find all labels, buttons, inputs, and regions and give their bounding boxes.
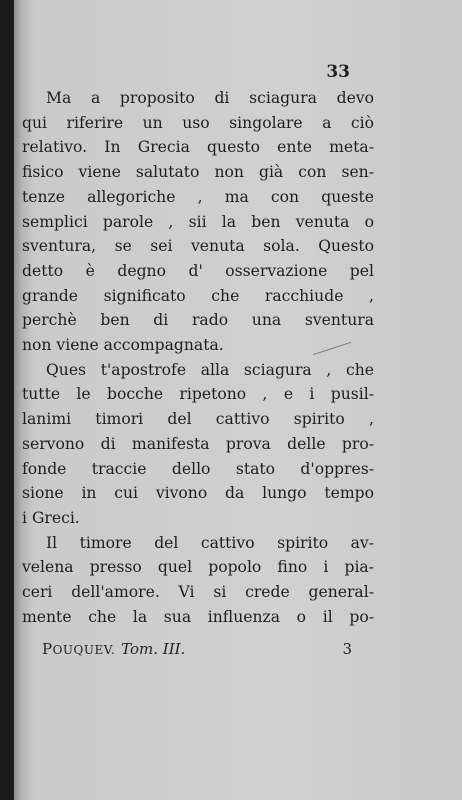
volume-label: Tom. III.	[121, 640, 186, 658]
signature-initial: P	[42, 640, 53, 658]
text-line: velena presso quel popolo fino i pia-	[22, 558, 374, 577]
paragraph-2	[22, 358, 374, 531]
text-line: qui riferire un uso singolare a ciò	[22, 113, 374, 132]
page-footer	[42, 640, 374, 658]
text-line: fonde traccie dello stato d'oppres-	[22, 459, 374, 478]
text-line: i Greci.	[22, 508, 80, 527]
text-line: relativo. In Grecia questo ente meta-	[22, 138, 374, 157]
paragraph-1	[22, 86, 374, 358]
paragraph-3	[22, 531, 374, 630]
text-line: tutte le bocche ripetono , e i pusil-	[22, 385, 374, 404]
text-line: semplici parole , sii la ben venuta o	[22, 212, 374, 231]
text-line: mente che la sua influenza o il po-	[22, 607, 374, 626]
text-line: perchè ben di rado una sventura	[22, 311, 374, 330]
text-line: lanimi timori del cattivo spirito ,	[22, 410, 374, 429]
book-page	[14, 0, 462, 800]
author-signature	[42, 640, 115, 658]
text-line: sventura, se sei venuta sola. Questo	[22, 237, 374, 256]
sheet-mark: 3	[342, 640, 352, 658]
text-line: non viene accompagnata.	[22, 336, 224, 355]
text-line: Il timore del cattivo spirito av-	[46, 533, 374, 552]
text-line: Ques t'apostrofe alla sciagura , che	[46, 360, 374, 379]
signature-rest: OUQUEV.	[52, 643, 116, 657]
text-line: servono di manifesta prova delle pro-	[22, 434, 374, 453]
body-text	[22, 86, 374, 629]
page-number: 33	[326, 62, 350, 82]
text-line: tenze allegoriche , ma con queste	[22, 187, 374, 206]
text-line: fisico viene salutato non già con sen-	[22, 163, 374, 182]
text-line: ceri dell'amore. Vi si crede general-	[22, 583, 374, 602]
text-line: detto è degno d' osservazione pel	[22, 261, 374, 280]
text-line: sione in cui vivono da lungo tempo	[22, 484, 374, 503]
text-line: Ma a proposito di sciagura devo	[46, 89, 374, 107]
text-line: grande significato che racchiude ,	[22, 286, 374, 305]
